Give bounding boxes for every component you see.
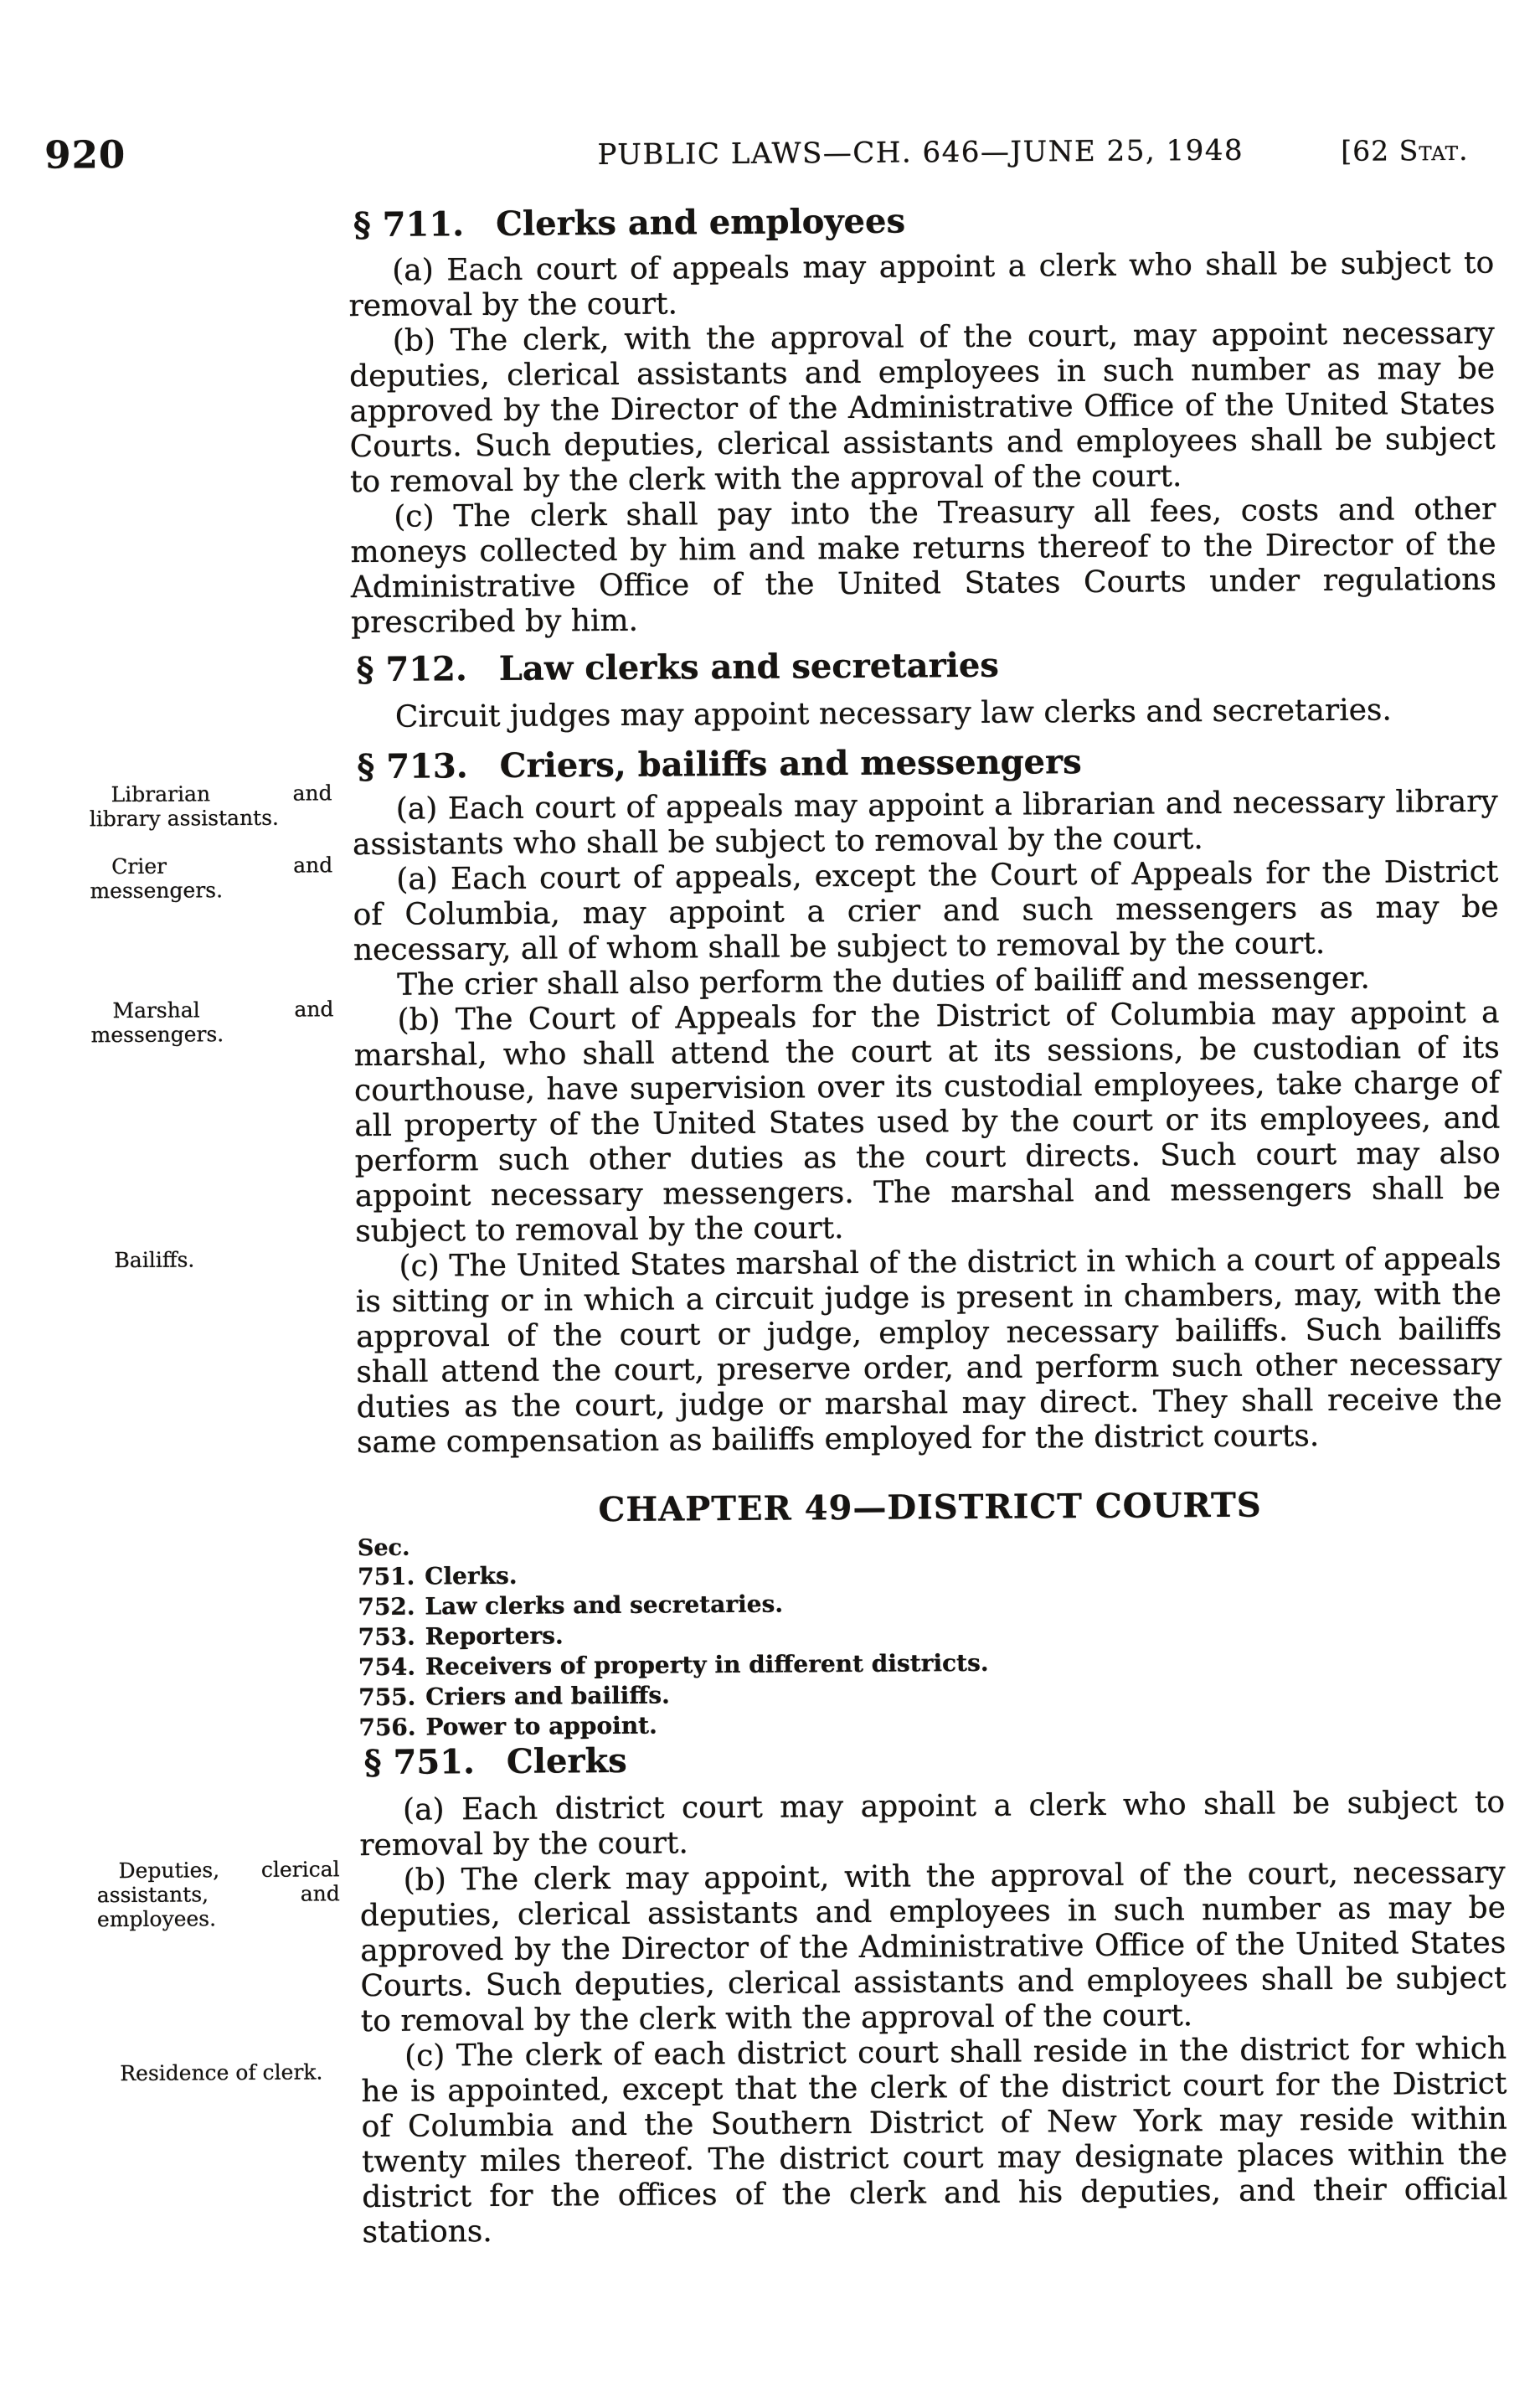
paragraph-712: Circuit judges may appoint necessary law clerks and secretaries. (394, 693, 1392, 735)
section-number: § 751. (363, 1742, 476, 1783)
toc-title: Power to appoint. (425, 1711, 657, 1741)
paragraph-751a: (a) Each district court may appoint a clerk who shall be subject to removal by the court. (359, 1785, 1506, 1863)
toc-number: 751. (358, 1562, 415, 1591)
section-heading-711 (348, 199, 1494, 245)
paragraph-751c (120, 2031, 1508, 2251)
toc-title: Reporters. (425, 1621, 564, 1651)
toc-number: 756. (358, 1713, 416, 1742)
paragraph-713a1 (89, 781, 1499, 863)
stat-volume-ref: [62 Stat. (1341, 133, 1469, 168)
main-text-column (89, 199, 1508, 2250)
margin-note-deputies: Deputies, clerical assistants, and employees. (96, 1857, 340, 1932)
margin-note-crier: Crier and messengers. (90, 853, 333, 904)
paragraph-713b (90, 995, 1501, 1250)
paragraph-711c: (c) The clerk shall pay into the Treasury all fees, costs and other moneys collected by him and make returns thereof to the Director of the Administrative Office of the United States Courts under regulations prescribed by him. (350, 492, 1497, 641)
toc-number: 753. (358, 1622, 415, 1652)
margin-note-marshal: Marshal and messengers. (90, 997, 334, 1048)
paragraph-text: (b) The Court of Appeals for the District of Columbia may appoint a marshal, who shall attend the court at its sessions, be custodian of its courthouse, have supervision over its custodial employees, take charge of all property of the United States used by the court or its employees, and perform such other duties as the court directs. Such court may also appoint necessary messengers. The marshal and messengers shall be subject to removal by the court. (353, 995, 1501, 1250)
toc-number: 752. (358, 1592, 415, 1621)
toc-number: 755. (358, 1683, 416, 1712)
section-heading-712 (351, 644, 1496, 689)
page-number: 920 (44, 131, 126, 178)
paragraph-711b: (b) The clerk, with the approval of the court, may appoint necessary deputies, clerical assistants and employees in such number as may be approved by the Director of the Administrative Office of the United States Courts. Such deputies, clerical assistants and employees shall be subject to removal by the clerk with the approval of the court. (348, 316, 1496, 500)
section-number: § 711. (353, 204, 465, 245)
margin-note-librarian: Librarian and library assistants. (89, 781, 332, 832)
toc-title: Law clerks and secretaries. (425, 1590, 784, 1621)
paragraph-text: (c) The United States marshal of the district in which a court of appeals is sitting or in which a circuit judge is present in chambers, may, with the approval of the court or judge, employ necessary bailiffs. Such bailiffs shall attend the court, preserve order, and perform such other necessary duties as the court, judge or marshal may direct. They shall receive the same compensation as bailiffs employed for the district courts. (355, 1241, 1502, 1461)
paragraph-text: (a) Each court of appeals may appoint a librarian and necessary library assistants who shall be subject to removal by the court. (352, 784, 1498, 863)
toc-title: Clerks. (425, 1561, 518, 1590)
paragraph-711a: (a) Each court of appeals may appoint a clerk who shall be subject to removal by the court. (348, 245, 1495, 324)
toc-number: 754. (358, 1652, 416, 1682)
margin-note-bailiffs: Bailiffs. (114, 1247, 195, 1273)
paragraph-751b (96, 1855, 1507, 2040)
paragraph-text: (b) The clerk may appoint, with the approval of the court, necessary deputies, clerical assistants and employees in such number as may be approved by the Director of the Administrative Office of the United States Courts. Such deputies, clerical assistants and employees shall be subject to removal by the clerk with the approval of the court. (359, 1855, 1507, 2039)
section-title: Clerks and employees (495, 201, 906, 244)
running-head: PUBLIC LAWS—CH. 646—JUNE 25, 1948 (597, 133, 1244, 173)
section-number: § 712. (356, 649, 468, 690)
section-number: § 713. (357, 746, 468, 787)
toc-title: Criers and bailiffs. (425, 1681, 670, 1711)
section-heading-751 (359, 1737, 1505, 1782)
paragraph-text: (c) The clerk of each district court shall reside in the district for which he is appointed, except that the clerk of the district court for the District of Columbia and the Southern District of New York may reside within twenty miles thereof. The district court may designate places within the district for the offices of the clerk and his deputies, and their official stations. (361, 2031, 1508, 2250)
paragraph-713a2 (90, 853, 1499, 969)
paragraph-713c (114, 1241, 1502, 1461)
sec-label: Sec. (357, 1534, 410, 1562)
paragraph-text: (a) Each court of appeals, except the Court of Appeals for the District of Columbia, may appoint a crier and such messengers as may be necessary, all of whom shall be subject to removal by the court. (353, 854, 1499, 968)
section-title: Criers, bailiffs and messengers (499, 742, 1082, 786)
chapter-heading: CHAPTER 49—DISTRICT COURTS (598, 1485, 1262, 1530)
toc-title: Receivers of property in different districts. (425, 1648, 989, 1681)
chapter-analysis-list (358, 1554, 1504, 1744)
section-title: Clerks (506, 1740, 627, 1781)
section-heading-713 (352, 741, 1497, 786)
paragraph-713-crier-duties: The crier shall also perform the duties of bailiff and messenger. (397, 961, 1371, 1003)
section-title: Law clerks and secretaries (498, 645, 1000, 688)
margin-note-residence: Residence of clerk. (120, 2059, 323, 2086)
